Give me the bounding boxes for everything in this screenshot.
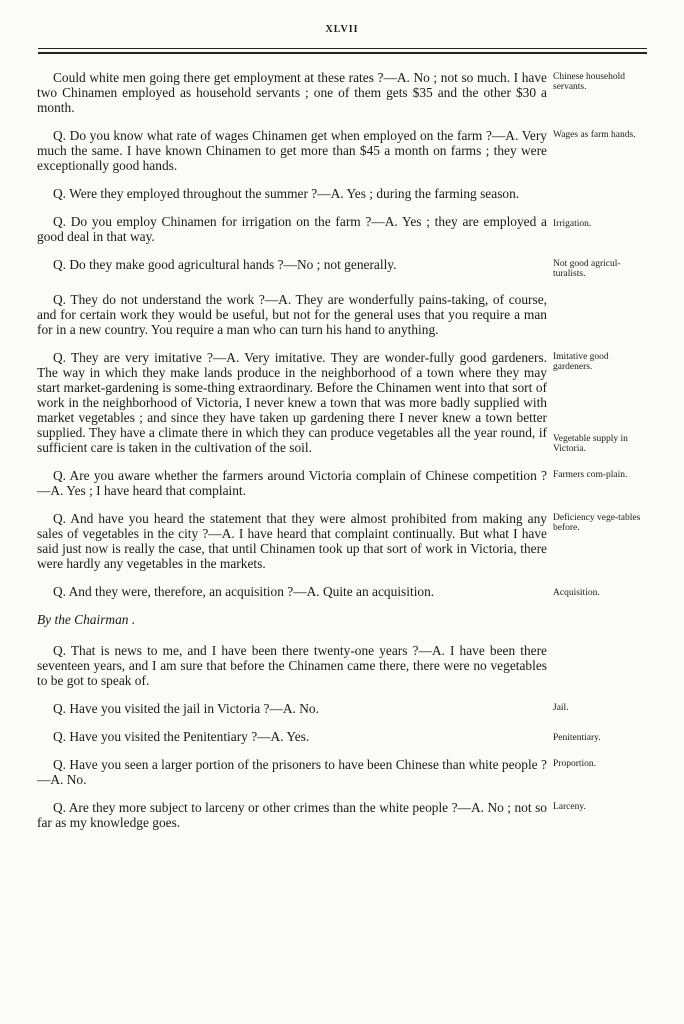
margin-note: Chinese household servants. <box>553 72 626 92</box>
qa-paragraph <box>37 729 649 744</box>
margin-note <box>553 292 649 294</box>
page-body <box>37 70 649 843</box>
qa-paragraph <box>37 70 649 115</box>
margin-note: Imitative good gardeners. <box>553 352 609 372</box>
paragraph-text: Q. And have you heard the statement that they were almost prohibited from making any sales of vegetables in the city ?—A. I have heard that complaint continually. But what I have said just now is really the case, that until Chinamen took up that sort of work in Victoria, there were hardly any vegetables in the markets. <box>37 511 547 571</box>
qa-paragraph <box>37 186 649 201</box>
paragraph-text: Q. Do you know what rate of wages Chinamen get when employed on the farm ?—A. Very much the same. I have known Chinamen to get more than $45 a month on farms ; they were exceptionally good hands. <box>37 128 547 173</box>
qa-paragraph <box>37 292 649 337</box>
margin-note: Vegetable supply in Victoria. <box>553 434 628 454</box>
qa-paragraph <box>37 701 649 716</box>
qa-paragraph <box>37 257 649 279</box>
margin-note <box>553 186 649 188</box>
qa-paragraph <box>37 643 649 688</box>
paragraph-text: Q. They do not understand the work ?—A. They are wonderfully pains-taking, of course, and for certain work they would be useful, but not for the general uses that you require a man for in a new country. You require a man who can turn his hand to anything. <box>37 292 547 337</box>
paragraph-text: Q. Are you aware whether the farmers around Victoria complain of Chinese competition ?—A. Yes ; I have heard that complaint. <box>37 468 547 498</box>
qa-paragraph <box>37 468 649 498</box>
paragraph-text: Q. Have you visited the Penitentiary ?—A. Yes. <box>53 729 310 744</box>
margin-note: Larceny. <box>553 802 586 812</box>
margin-note: Proportion. <box>553 759 597 769</box>
qa-paragraph <box>37 511 649 571</box>
header-rule-thick <box>38 52 647 54</box>
paragraph-text: Could white men going there get employment at these rates ?—A. No ; not so much. I have two Chinamen employed as household servants ; one of them gets $35 and the other $30 a month. <box>37 70 547 115</box>
section-heading: By the Chairman . <box>37 612 136 627</box>
qa-paragraph <box>37 757 649 787</box>
paragraph-text: Q. That is news to me, and I have been there twenty-one years ?—A. I have been there seventeen years, and I am sure that before the Chinamen came there, there were no vegetables to be got to speak of. <box>37 643 547 688</box>
paragraph-text: Q. They are very imitative ?—A. Very imitative. They are wonder-fully good gardeners. The way in which they make lands produce in the neighborhood of a town where they may start market-gardening is some-thing extraordinary. Before the Chinamen went into that sort of work in the neighborhood of Victoria, I never knew a town that was more badly supplied with market vegetables ; and since they have taken up gardening there I never knew a town better supplied. They have a climate there in which they can produce vegetables all the year round, if sufficient care is taken in the cultivation of the soil. <box>37 350 547 455</box>
qa-paragraph <box>37 350 649 455</box>
page-number: XLVII <box>325 24 359 35</box>
margin-note: Deficiency vege-tables before. <box>553 513 641 533</box>
margin-note: Irrigation. <box>553 219 592 229</box>
margin-note: Jail. <box>553 703 569 713</box>
margin-note: Acquisition. <box>553 588 600 598</box>
margin-note: Penitentiary. <box>553 733 601 743</box>
paragraph-text: Q. Were they employed throughout the summer ?—A. Yes ; during the farming season. <box>53 186 520 201</box>
paragraph-text: Q. Do you employ Chinamen for irrigation on the farm ?—A. Yes ; they are employed a good deal in that way. <box>37 214 547 244</box>
paragraph-text: Q. Do they make good agricultural hands ?—No ; not generally. <box>53 257 397 272</box>
paragraph-text: Q. Have you visited the jail in Victoria ?—A. No. <box>53 701 319 716</box>
qa-paragraph <box>37 800 649 830</box>
paragraph-text: Q. Are they more subject to larceny or other crimes than the white people ?—A. No ; not so far as my knowledge goes. <box>37 800 547 830</box>
margin-note: Not good agricul-turalists. <box>553 259 621 279</box>
qa-paragraph <box>37 128 649 173</box>
margin-note: Farmers com-plain. <box>553 470 628 480</box>
margin-note <box>553 643 649 645</box>
margin-notes <box>553 350 649 454</box>
paragraph-text: Q. Have you seen a larger portion of the prisoners to have been Chinese than white people ?—A. No. <box>37 757 547 787</box>
paragraph-text: Q. And they were, therefore, an acquisition ?—A. Quite an acquisition. <box>53 584 435 599</box>
qa-paragraph <box>37 584 649 599</box>
margin-note: Wages as farm hands. <box>553 130 636 140</box>
qa-paragraph <box>37 214 649 244</box>
header-rule-thin <box>38 48 647 49</box>
